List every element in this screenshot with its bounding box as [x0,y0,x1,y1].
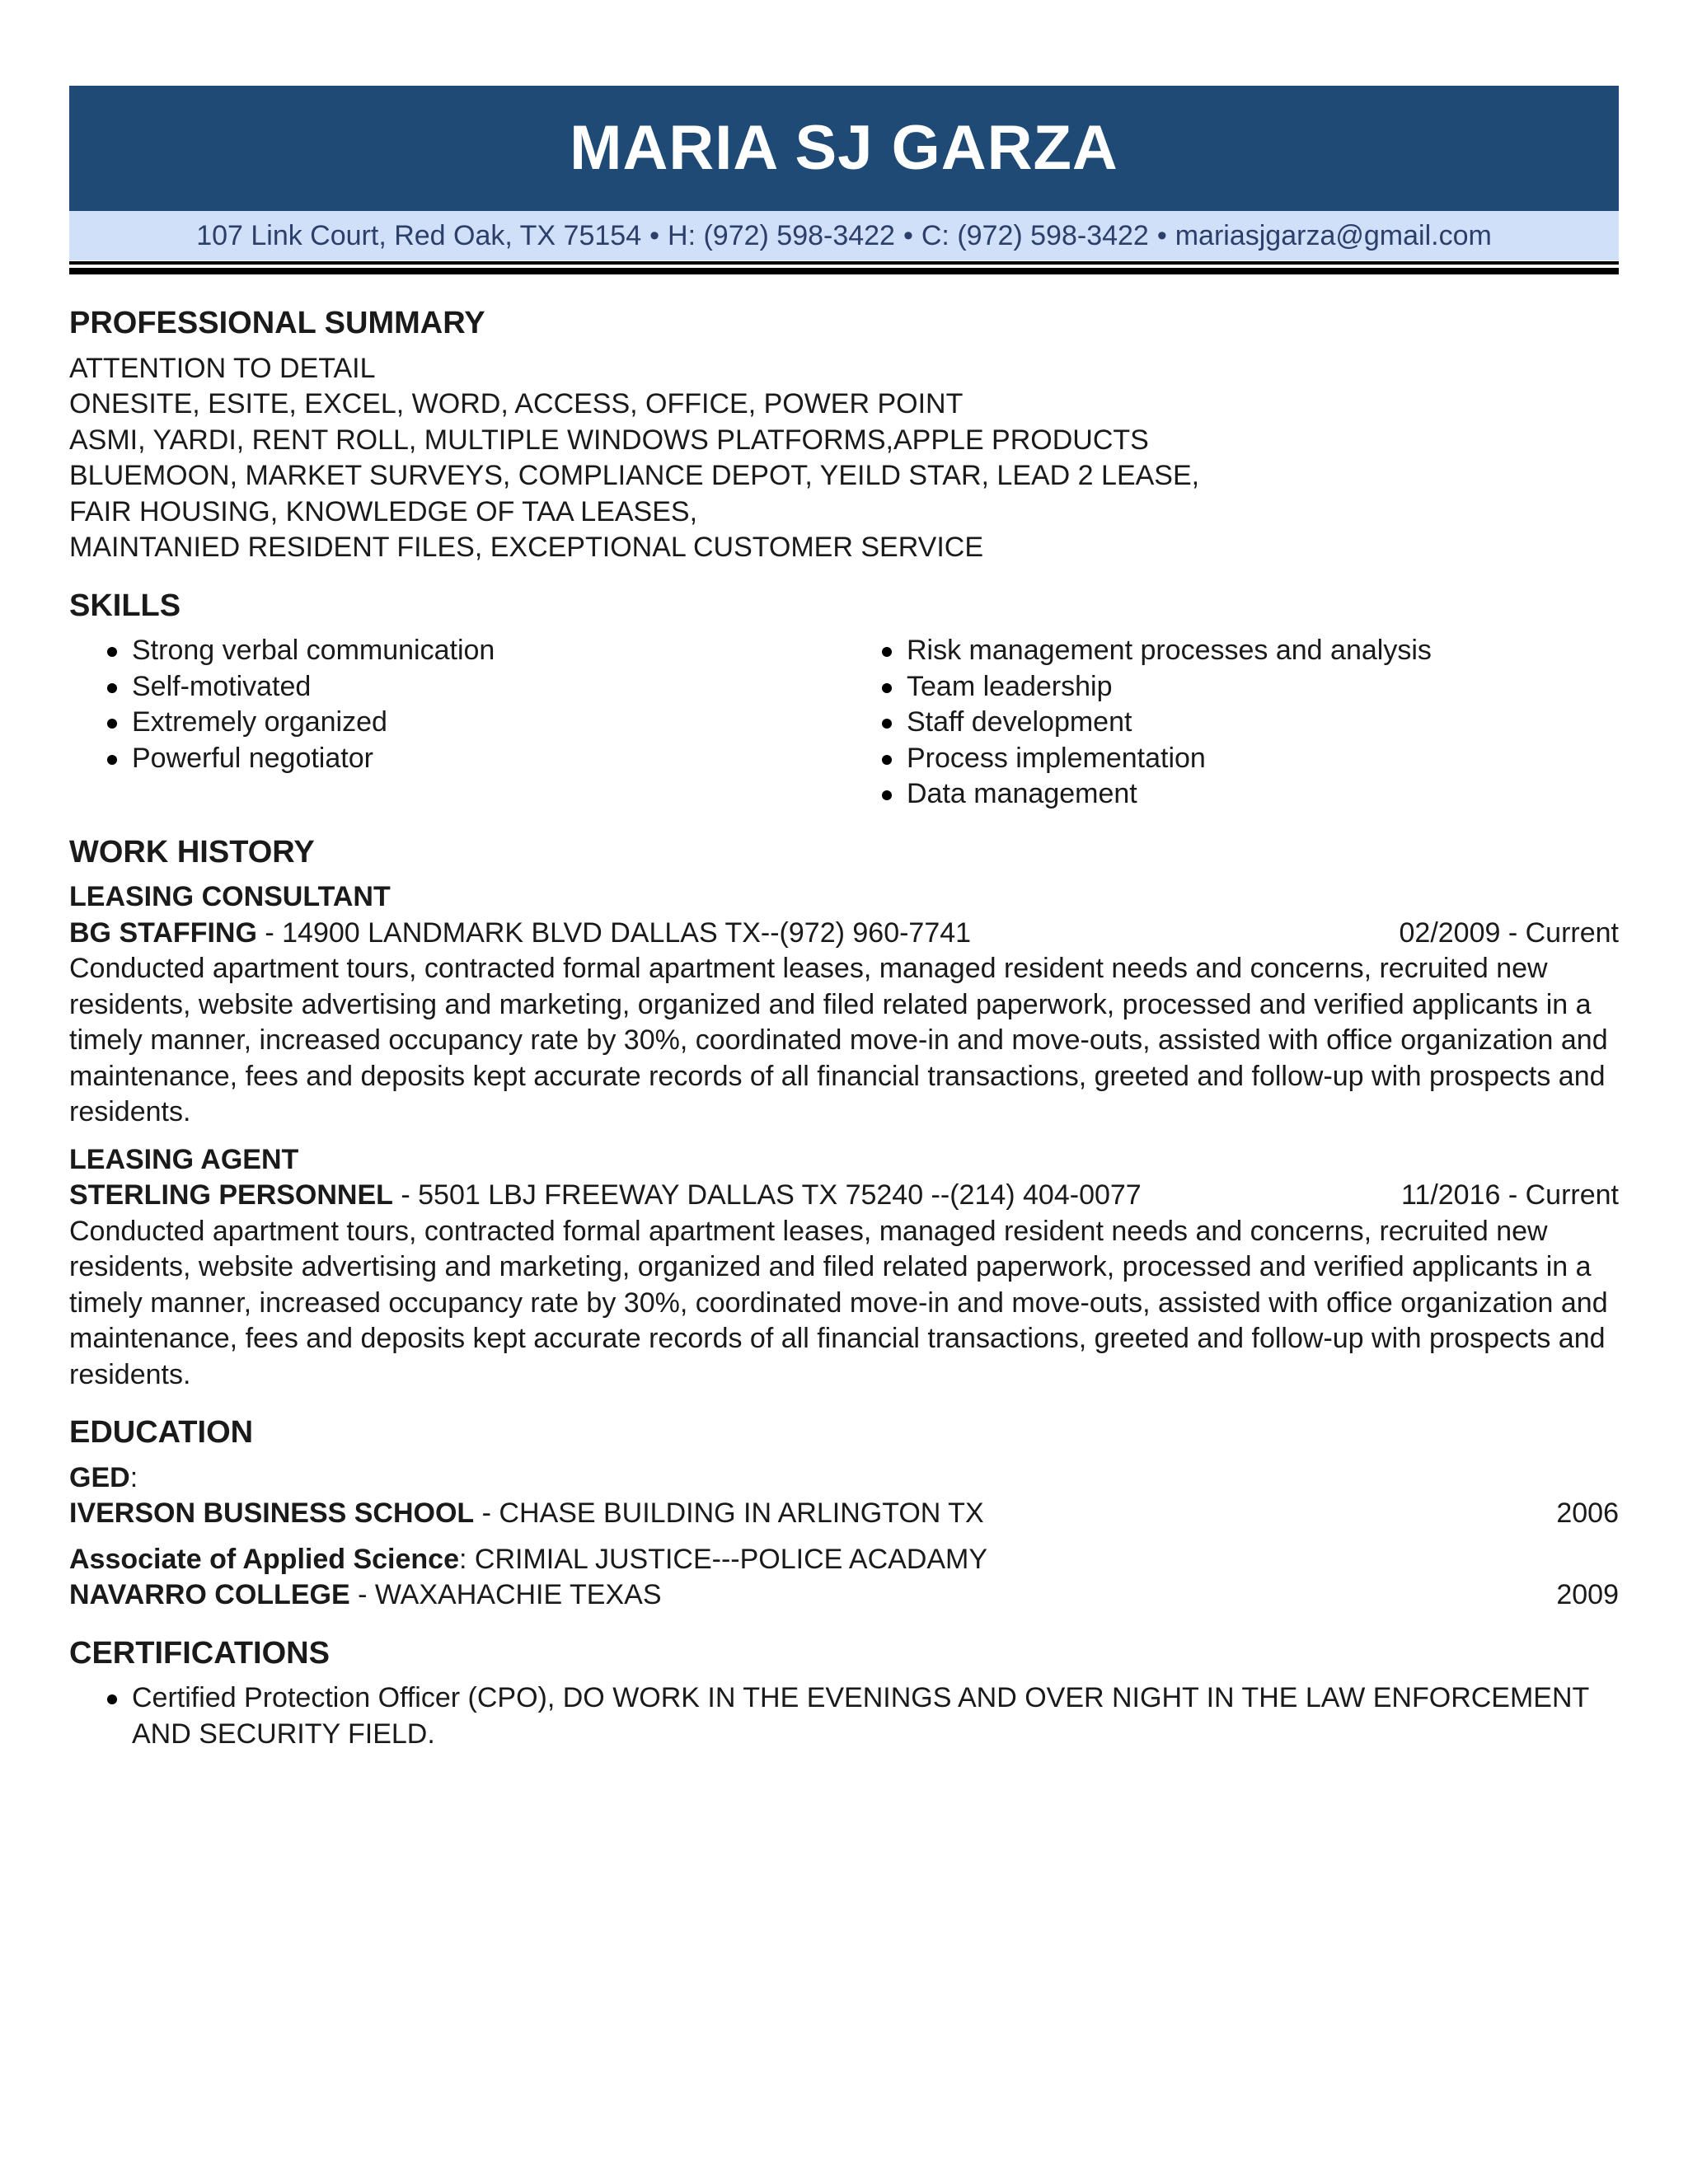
work-history-section [69,834,1619,1394]
contact-address: 107 Link Court, Red Oak, TX 75154 [196,219,642,251]
summary-line: FAIR HOUSING, KNOWLEDGE OF TAA LEASES, [69,495,698,527]
job-entry [69,879,1619,1131]
contact-home-phone: H: (972) 598-3422 [668,219,895,251]
education-school-line [69,1577,1619,1614]
skills-list-left [69,633,844,776]
contact-cell-phone: C: (972) 598-3422 [921,219,1149,251]
education-school-name: NAVARRO COLLEGE [69,1579,350,1611]
education-entry [69,1542,1619,1614]
job-employer [69,916,971,952]
name-banner [69,86,1619,211]
education-field: : CRIMIAL JUSTICE---POLICE ACADAMY [459,1543,988,1575]
job-location: - 14900 LANDMARK BLVD DALLAS TX--(972) 960-7741 [256,916,972,949]
skills-column-right [844,633,1619,813]
job-description: Conducted apartment tours, contracted formal apartment leases, managed resident needs and concerns, recruited new residents, website advertising and marketing, organized and filed related paperwork, processed and verified applicants in a timely manner, increased occupancy rate by 30%, coordinated move-in and move-outs, assisted with office organization and maintenance, fees and deposits kept accurate records of all financial transactions, greeted and follow-up with prospects and residents. [69,1215,1608,1390]
job-description: Conducted apartment tours, contracted formal apartment leases, managed resident needs and concerns, recruited new residents, website advertising and marketing, organized and filed related paperwork, processed and verified applicants in a timely manner, increased occupancy rate by 30%, coordinated move-in and move-outs, assisted with office organization and maintenance, fees and deposits kept accurate records of all financial transactions, greeted and follow-up with prospects and residents. [69,953,1608,1128]
education-degree-line [69,1542,1619,1578]
skill-item: Strong verbal communication [69,633,844,669]
contact-bar [69,211,1619,260]
education-year: 2009 [1556,1579,1619,1611]
job-location: - 5501 LBJ FREEWAY DALLAS TX 75240 --(214) 404-0077 [392,1179,1142,1212]
job-employer-line [69,1178,1619,1214]
job-employer-line [69,916,1619,952]
education-field: : [129,1461,138,1493]
job-entry [69,1142,1619,1394]
certifications-section [69,1635,1619,1753]
summary-line: ONESITE, ESITE, EXCEL, WORD, ACCESS, OFFICE, POWER POINT [69,388,964,420]
contact-email: mariasjgarza@gmail.com [1175,219,1492,251]
summary-line: ASMI, YARDI, RENT ROLL, MULTIPLE WINDOWS PLATFORMS,APPLE PRODUCTS [69,424,1149,456]
skill-item: Staff development [844,705,1619,741]
skill-item: Self-motivated [69,669,844,705]
summary-line: BLUEMOON, MARKET SURVEYS, COMPLIANCE DEPOT, YEILD STAR, LEAD 2 LEASE, [69,460,1200,492]
summary-heading: PROFESSIONAL SUMMARY [69,306,485,340]
skill-item: Data management [844,776,1619,813]
skill-item: Process implementation [844,741,1619,777]
skills-list-right [844,633,1619,813]
education-degree: Associate of Applied Science [69,1543,459,1575]
summary-line: MAINTANIED RESIDENT FILES, EXCEPTIONAL CUSTOMER SERVICE [69,532,984,564]
job-dates: 02/2009 - Current [1399,916,1619,949]
education-school-line [69,1496,1619,1532]
contact-separator: • [903,219,913,251]
education-location: - CHASE BUILDING IN ARLINGTON TX [474,1497,984,1530]
job-title: LEASING AGENT [69,1143,299,1175]
contact-separator: • [649,219,660,251]
job-employer [69,1178,1142,1214]
certification-item: Certified Protection Officer (CPO), DO WORK IN THE EVENINGS AND OVER NIGHT IN THE LAW ENFORCEMENT AND SECURITY FIELD. [69,1680,1619,1752]
summary-section [69,305,1619,566]
header-divider-thick [69,268,1619,274]
education-degree: GED [69,1461,130,1493]
resume-body [69,305,1619,1774]
skills-column-left [69,633,844,813]
candidate-name: MARIA SJ GARZA [570,113,1118,183]
summary-line: ATTENTION TO DETAIL [69,352,376,384]
education-school [69,1496,984,1532]
education-degree-line [69,1460,1619,1497]
skills-grid [69,633,1619,813]
skill-item: Risk management processes and analysis [844,633,1619,669]
header-divider-thin [69,261,1619,265]
education-location: - WAXAHACHIE TEXAS [349,1579,662,1611]
job-company: STERLING PERSONNEL [69,1179,393,1212]
education-heading: EDUCATION [69,1415,254,1451]
skills-section [69,588,1619,813]
certifications-heading: CERTIFICATIONS [69,1635,330,1671]
contact-separator: • [1156,219,1167,251]
job-company: BG STAFFING [69,916,257,949]
certifications-list [69,1680,1619,1752]
education-entry [69,1460,1619,1532]
education-school [69,1577,662,1614]
education-section [69,1414,1619,1614]
skill-item: Extremely organized [69,705,844,741]
work-history-heading: WORK HISTORY [69,834,315,869]
job-title: LEASING CONSULTANT [69,881,391,913]
job-dates: 11/2016 - Current [1401,1179,1619,1212]
skill-item: Team leadership [844,669,1619,705]
skill-item: Powerful negotiator [69,741,844,777]
skills-heading: SKILLS [69,588,181,623]
education-year: 2006 [1556,1497,1619,1530]
education-school-name: IVERSON BUSINESS SCHOOL [69,1497,475,1530]
